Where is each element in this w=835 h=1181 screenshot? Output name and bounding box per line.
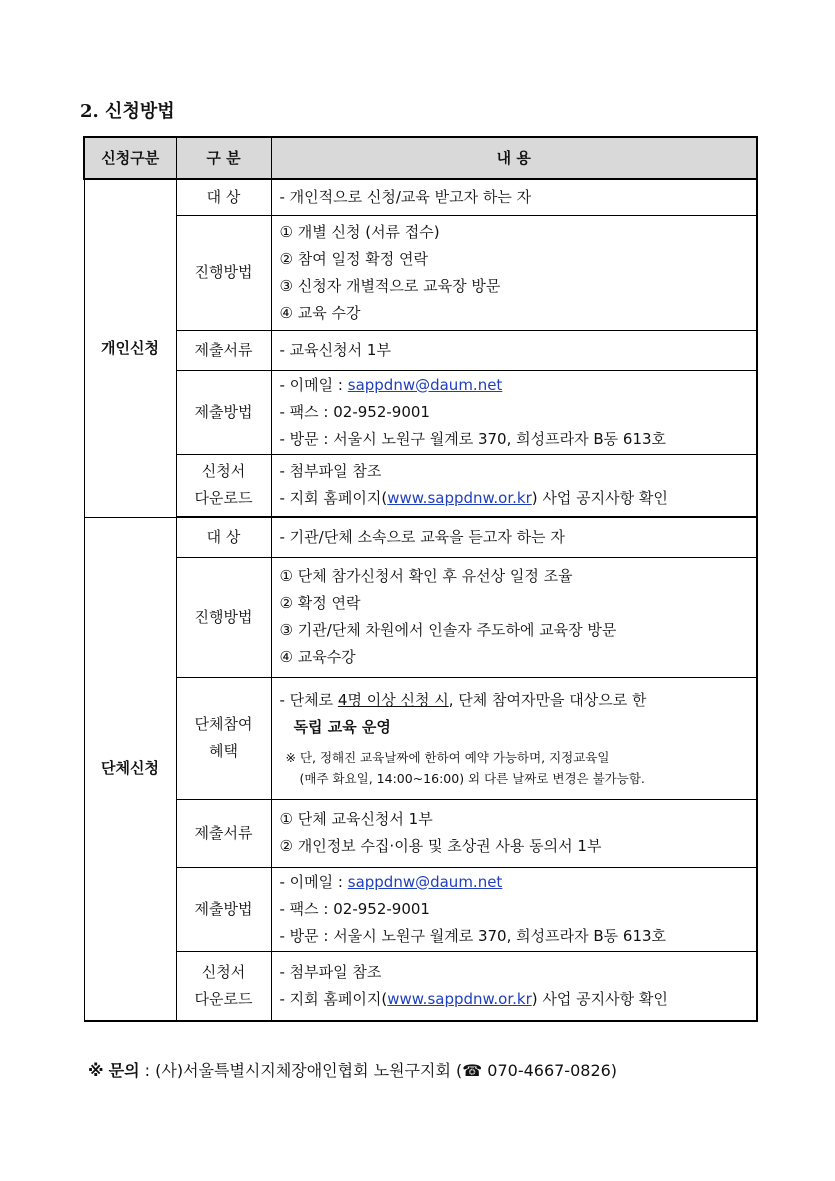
table-row (84, 677, 757, 799)
benefit-note: ※ 단, 정해진 교육날짜에 한하여 예약 가능하며, 지정교육일 (매주 화요일, 14:00~16:00) 외 다른 날짜로 변경은 불가능함. (285, 750, 645, 786)
list-item: ② 확정 연락 (279, 594, 361, 612)
application-method-table (83, 136, 758, 1022)
list-item: ② 참여 일정 확정 연락 (279, 249, 428, 268)
list-item: ④ 교육수강 (279, 648, 356, 666)
individual-docs: - 교육신청서 1부 (271, 330, 757, 370)
label-target: 대 상 (176, 517, 271, 557)
category-group: 단체신청 (84, 517, 176, 1021)
label-submit: 제출방법 (176, 370, 271, 454)
phone-icon: ☎ (462, 1061, 483, 1080)
list-item: ① 단체 참가신청서 확인 후 유선상 일정 조율 (279, 567, 573, 585)
list-item: ③ 기관/단체 차원에서 인솔자 주도하에 교육장 방문 (279, 621, 617, 639)
email-link[interactable]: sappdnw@daum.net (347, 375, 503, 394)
contact-phone: 070-4667-0826) (482, 1061, 618, 1080)
table-row (84, 799, 757, 867)
label-submit: 제출방법 (176, 867, 271, 951)
table-row (84, 867, 757, 951)
group-download: - 첨부파일 참조 - 지회 홈페이지(www.sappdnw.or.kr) 사업 공지사항 확인 (271, 951, 757, 1021)
table-row (84, 951, 757, 1021)
homepage-link[interactable]: www.sappdnw.or.kr (387, 989, 532, 1008)
list-item: ① 단체 교육신청서 1부 (279, 810, 433, 828)
note-mark: ※ (88, 1061, 104, 1080)
group-process (271, 557, 757, 677)
list-item: ④ 교육 수강 (279, 303, 361, 322)
table-row (84, 179, 757, 215)
list-item: ② 개인정보 수집·이용 및 초상권 사용 동의서 1부 (279, 837, 602, 855)
contact-label: 문의 (108, 1061, 140, 1080)
header-type: 구 분 (176, 137, 271, 179)
label-target: 대 상 (176, 179, 271, 215)
group-docs (271, 799, 757, 867)
label-download: 신청서 다운로드 (176, 454, 271, 517)
category-individual: 개인신청 (84, 179, 176, 517)
homepage-link[interactable]: www.sappdnw.or.kr (387, 489, 532, 508)
table-row (84, 557, 757, 677)
contact-org: (사)서울특별시지체장애인협회 노원구지회 ( (155, 1061, 463, 1080)
label-docs: 제출서류 (176, 799, 271, 867)
individual-process (271, 215, 757, 330)
individual-target: - 개인적으로 신청/교육 받고자 하는 자 (271, 179, 757, 215)
header-content: 내 용 (271, 137, 757, 179)
header-category: 신청구분 (84, 137, 176, 179)
table-row (84, 215, 757, 330)
list-item: ③ 신청자 개별적으로 교육장 방문 (279, 276, 501, 295)
table-header-row (84, 137, 757, 179)
label-download: 신청서 다운로드 (176, 951, 271, 1021)
individual-download: - 첨부파일 참조 - 지회 홈페이지(www.sappdnw.or.kr) 사업 공지사항 확인 (271, 454, 757, 517)
label-benefit: 단체참여 혜택 (176, 677, 271, 799)
list-item: ① 개별 신청 (서류 접수) (279, 222, 440, 241)
group-submit: - 이메일 : sappdnw@daum.net - 팩스 : 02-952-9001 - 방문 : 서울시 노원구 월계로 370, 희성프라자 B동 613호 (271, 867, 757, 951)
table-row (84, 330, 757, 370)
table-row (84, 517, 757, 557)
label-docs: 제출서류 (176, 330, 271, 370)
table-row (84, 370, 757, 454)
group-benefit: - 단체로 4명 이상 신청 시, 단체 참여자만을 대상으로 한 독립 교육 운영 ※ 단, 정해진 교육날짜에 한하여 예약 가능하며, 지정교육일 (매주 화요일, 14:00~16:00) 외 다른 날짜로 변경은 불가능함. (271, 677, 757, 799)
email-link[interactable]: sappdnw@daum.net (347, 872, 503, 891)
group-target: - 기관/단체 소속으로 교육을 듣고자 하는 자 (271, 517, 757, 557)
individual-submit: - 이메일 : sappdnw@daum.net - 팩스 : 02-952-9001 - 방문 : 서울시 노원구 월계로 370, 희성프라자 B동 613호 (271, 370, 757, 454)
table-row (84, 454, 757, 517)
section-title: 2. 신청방법 (80, 101, 175, 122)
label-process: 진행방법 (176, 557, 271, 677)
label-process: 진행방법 (176, 215, 271, 330)
contact-footer: ※ 문의 : (사)서울특별시지체장애인협회 노원구지회 (☎ 070-4667-0826) (88, 1061, 618, 1080)
